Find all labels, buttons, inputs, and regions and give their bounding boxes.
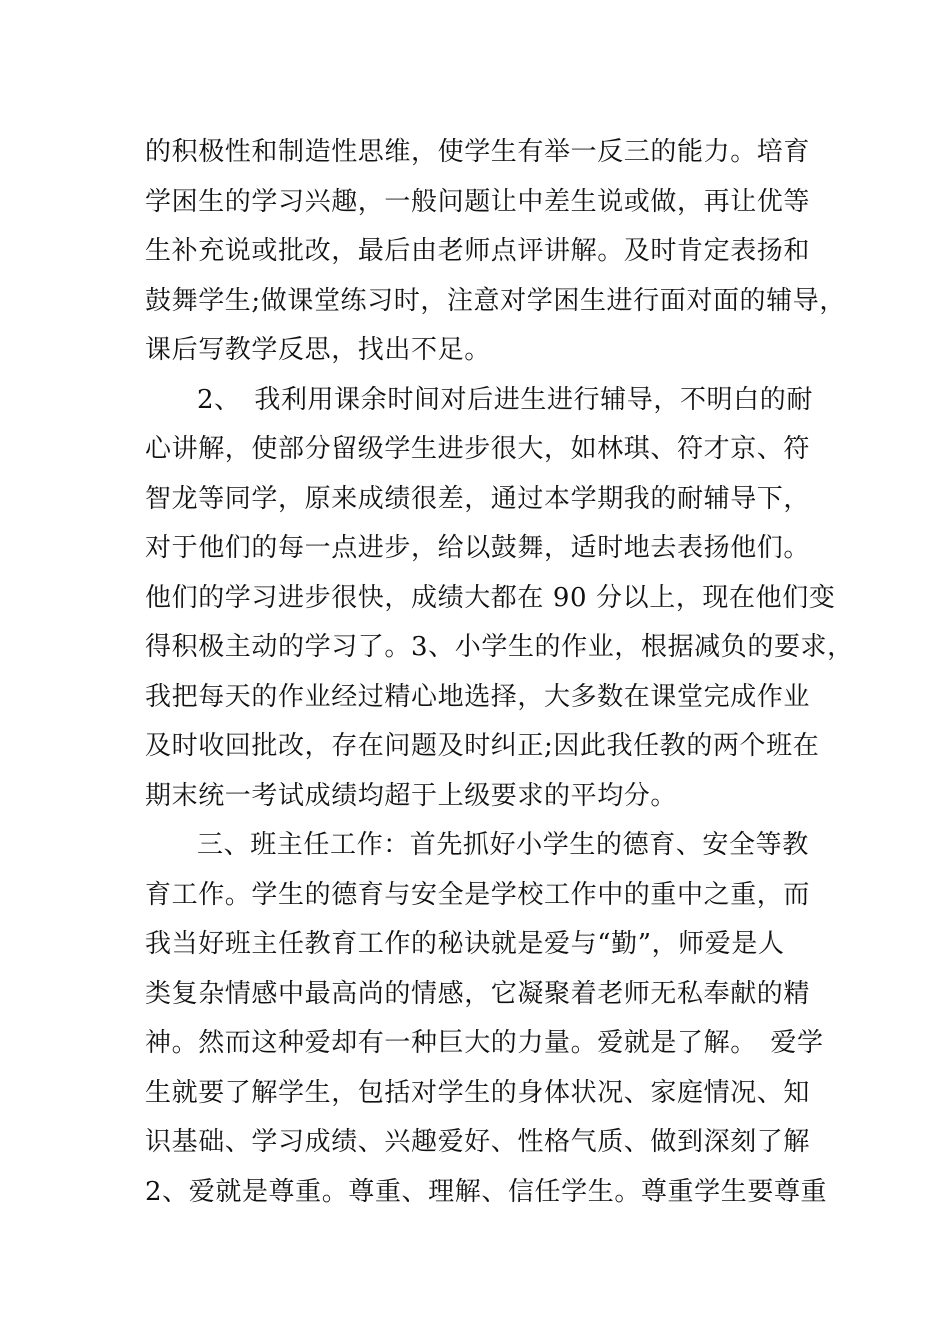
text-line: 生补充说或批改，最后由老师点评讲解。及时肯定表扬和 [145, 236, 811, 266]
document-body [145, 128, 854, 1217]
text-line: 智龙等同学，原来成绩很差，通过本学期我的耐辅导下， [145, 483, 811, 514]
text-line: 2、 我利用课余时间对后进生进行辅导，不明白的耐 [197, 384, 813, 415]
text-line: 生就要了解学生，包括对学生的身体状况、家庭情况、知 [145, 1077, 811, 1108]
text-line: 学困生的学习兴趣，一般问题让中差生说或做，再让优等 [145, 186, 811, 217]
text-line: 及时收回批改，存在问题及时纠正;因此我任教的两个班在 [145, 731, 820, 761]
text-line: 三、班主任工作：首先抓好小学生的德育、安全等教 [197, 830, 809, 860]
text-line: 心讲解，使部分留级学生进步很大，如林琪、符才京、符 [145, 434, 811, 464]
text-line: 育工作。学生的德育与安全是学校工作中的重中之重，而 [145, 879, 811, 910]
text-line: 识基础、学习成绩、兴趣爱好、性格气质、做到深刻了解 [145, 1127, 811, 1157]
text-line: 的积极性和制造性思维，使学生有举一反三的能力。培育 [145, 137, 811, 167]
text-line: 课后写教学反思，找出不足。 [145, 335, 491, 365]
text-line: 类复杂情感中最高尚的情感，它凝聚着老师无私奉献的精 [145, 978, 811, 1009]
text-line: 我把每天的作业经过精心地选择，大多数在课堂完成作业 [145, 681, 811, 712]
text-line: 鼓舞学生;做课堂练习时，注意对学困生进行面对面的辅导， [145, 285, 846, 316]
text-line: 2、爱就是尊重。尊重、理解、信任学生。尊重学生要尊重 [145, 1176, 828, 1207]
text-line: 神。然而这种爱却有一种巨大的力量。爱就是了解。 爱学 [145, 1028, 824, 1058]
text-line: 期末统一考试成绩均超于上级要求的平均分。 [145, 780, 678, 811]
text-line: 我当好班主任教育工作的秘诀就是爱与“勤”，师爱是人 [145, 929, 785, 959]
text-line: 他们的学习进步很快，成绩大都在 90 分以上，现在他们变 [145, 582, 836, 613]
text-line: 得积极主动的学习了。3、小学生的作业，根据减负的要求， [145, 632, 854, 662]
text-line: 对于他们的每一点进步，给以鼓舞，适时地去表扬他们。 [145, 533, 811, 563]
